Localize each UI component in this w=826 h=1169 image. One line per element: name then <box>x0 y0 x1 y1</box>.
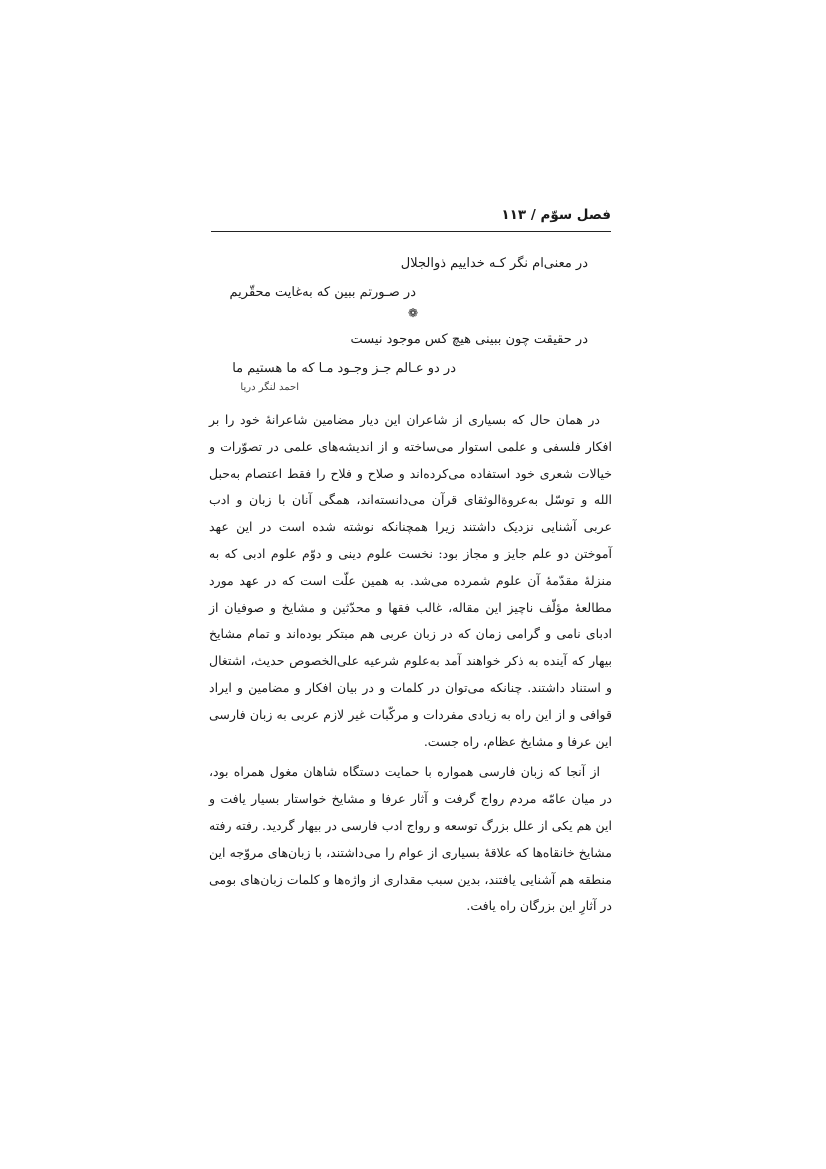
paragraph-1: در همان حال که بسیاری از شاعران این دیار مضامین شاعرانهٔ خود را بر افکار فلسفی و علمی استوار می‌ساخته و از اندیشه‌های علمی در تصوّرات و خیالات شعری خود استفاده می‌کرده‌اند و صلاح و فلاح را فقط اعتصام به‌حبل الله و توسّل به‌عروةالوثقای قرآن می‌دانسته‌اند، همگی آنان با زبان و ادب عربی آشنایی نزدیک داشتند زیرا همچنانکه نوشته شده است در این عهد آموختن دو علم جایز و مجاز بود: نخست علوم دینی و دوّم علوم ادبی که به منزلهٔ مقدّمهٔ آن علوم شمرده می‌شد. به همین علّت است که در عهد مورد مطالعهٔ مؤلّف ناچیز این مقاله، غالب فقها و محدّثین و مشایخ و صوفیان از ادبای نامی و گرامی زمان که در زبان عربی هم مبتکر بوده‌اند و تمام مشایخ بیهار که آینده به ذکر خواهند آمد به‌علوم شرعیه علی‌الخصوص حدیث، اشتغال و استناد داشتند. چنانکه می‌توان در کلمات و در بیان افکار و مضامین و ایراد قوافی و از این راه به زیادی مفردات و مرکّبات غیر لازم عربی به زبان فارسی این عرفا و مشایخ عظام، راه جست. <box>209 412 612 749</box>
poem-line-1: در معنی‌ام نگر کـه خداییم ذوالجلال <box>400 256 588 271</box>
body-text <box>209 407 612 920</box>
paragraph-2: از آنجا که زبان فارسی همواره با حمایت دستگاه شاهان مغول همراه بود، در میان عامّه مردم رواج گرفت و آثار عرفا و مشایخ خواستار بسیار یافت و این هم یکی از علل بزرگ توسعه و رواج ادب فارسی در بیهار گردید. رفته رفته مشایخ خانقاه‌ها که علاقهٔ بسیاری از عوام را می‌داشتند، با زبان‌های مروّجه این منطقه هم آشنایی یافتند، بدین سبب مقداری از واژه‌ها و کلمات زبان‌های بومی در آثارِ این بزرگان راه یافت. <box>209 764 612 914</box>
chapter-page-title: فصل سوّم / ۱۱۳ <box>501 207 611 223</box>
poem-attribution: احمد لنگر دریا <box>240 382 299 393</box>
verse-separator-icon: ❁ <box>408 306 419 320</box>
poem-line-3: در حقیقت چون ببینی هیچ کس موجود نیست <box>350 332 588 347</box>
poem-line-2: در صـورتم ببین که به‌غایت محقّریم <box>229 285 416 300</box>
poem-line-4: در دو عـالم جـز وجـود مـا که ما هستیم ما <box>232 361 456 376</box>
running-header <box>211 205 611 232</box>
